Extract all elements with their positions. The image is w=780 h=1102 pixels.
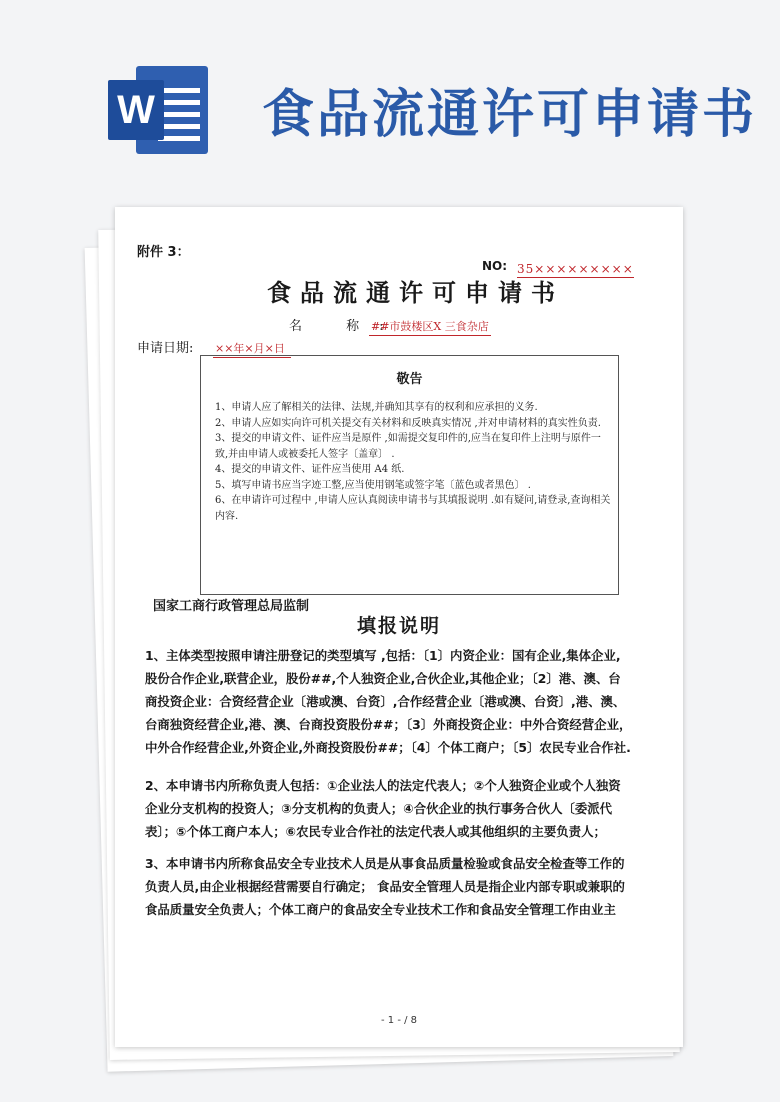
paragraph-line: 商投资企业：合资经营企业〔港或澳、台资〕,合作经营企业〔港或澳、台资〕,港、澳、 xyxy=(145,694,626,709)
word-document-icon xyxy=(108,66,208,154)
word-icon-line xyxy=(158,100,200,105)
word-icon-line xyxy=(158,112,200,117)
word-icon-line xyxy=(158,136,200,141)
banner-title: 食品流通许可申请书 xyxy=(262,85,758,145)
notice-title: 敬告 xyxy=(396,372,423,387)
paragraph-line: 企业分支机构的投资人；③分支机构的负责人；④合伙企业的执行事务合伙人〔委派代 xyxy=(145,801,613,816)
paragraph-line: 股份合作企业,联营企业，股份##,个人独资企业,合伙企业,其他企业；〔2〕港、澳、台 xyxy=(145,671,621,686)
paragraph-line: 3、本申请书内所称食品安全专业技术人员是从事食品质量检验或食品安全检查等工作的 xyxy=(145,856,625,871)
notice-item: 6、在申请许可过程中 ,申请人应认真阅读申请书与其填报说明 .如有疑问,请登录,查询相关内容. xyxy=(215,495,611,522)
paragraph-line: 台商独资经营企业,港、澳、台商投资股份##；〔3〕外商投资企业：中外合资经营企业， xyxy=(145,717,632,732)
paragraph-line: 表〕；⑤个体工商户本人；⑥农民专业合作社的法定代表人或其他组织的主要负责人； xyxy=(145,824,606,839)
instruction-paragraph-2 xyxy=(145,774,665,843)
paragraph-line: 食品质量安全负责人；个体工商户的食品安全专业技术工作和食品安全管理工作由业主 xyxy=(145,902,616,917)
notice-list xyxy=(215,400,611,524)
notice-item: 3、提交的申请文件、证件应当是原件 ,如需提交复印件的,应当在复印件上注明与原件一致,并由申请人或被委托人签字〔盖章〕 . xyxy=(215,433,601,460)
notice-item: 1、申请人应了解相关的法律、法规,并确知其享有的权利和应承担的义务. xyxy=(215,402,538,413)
application-date-label: 申请日期: xyxy=(137,341,194,356)
notice-item: 4、提交的申请文件、证件应当使用 A4 纸. xyxy=(215,464,405,475)
application-date-value: ××年×月×日 xyxy=(213,340,291,358)
paragraph-line: 中外合作经营企业,外资企业,外商投资股份##；〔4〕个体工商户；〔5〕农民专业合作社. xyxy=(145,740,631,755)
instruction-paragraph-1 xyxy=(145,644,665,759)
paragraph-line: 负责人员,由企业根据经营需要自行确定； 食品安全管理人员是指企业内部专职或兼职的 xyxy=(145,879,625,894)
word-icon-line xyxy=(158,124,200,129)
instruction-paragraph-3 xyxy=(145,852,665,921)
document-title: 食品流通许可申请书 xyxy=(267,279,564,307)
document-page xyxy=(115,207,683,1047)
notice-box xyxy=(200,355,619,595)
supervision-label: 国家工商行政管理总局监制 xyxy=(153,599,310,614)
notice-item: 2、申请人应如实向许可机关提交有关材料和反映真实情况 ,并对申请材料的真实性负责. xyxy=(215,417,601,429)
attachment-label: 附件 3： xyxy=(137,245,190,260)
serial-number-value: 35××××××××× xyxy=(517,262,634,276)
header-banner xyxy=(0,0,780,190)
notice-item: 5、填写申请书应当字迹工整,应当使用钢笔或签字笔〔蓝色或者黑色〕 . xyxy=(215,479,531,491)
page-number: - 1 - / 8 xyxy=(380,1015,418,1026)
word-icon-line xyxy=(158,88,200,93)
paragraph-line: 2、本申请书内所称负责人包括：①企业法人的法定代表人；②个人独资企业或个人独资 xyxy=(145,778,621,793)
name-value: ##市鼓楼区X 三食杂店 xyxy=(369,318,491,336)
word-icon-letter: W xyxy=(108,80,164,140)
name-label: 名 称: xyxy=(289,319,404,334)
serial-number-label: NO: xyxy=(482,259,508,273)
paragraph-line: 1、主体类型按照申请注册登记的类型填写 ,包括：〔1〕内资企业：国有企业,集体企业, xyxy=(145,648,621,663)
instructions-title: 填报说明 xyxy=(356,615,441,637)
